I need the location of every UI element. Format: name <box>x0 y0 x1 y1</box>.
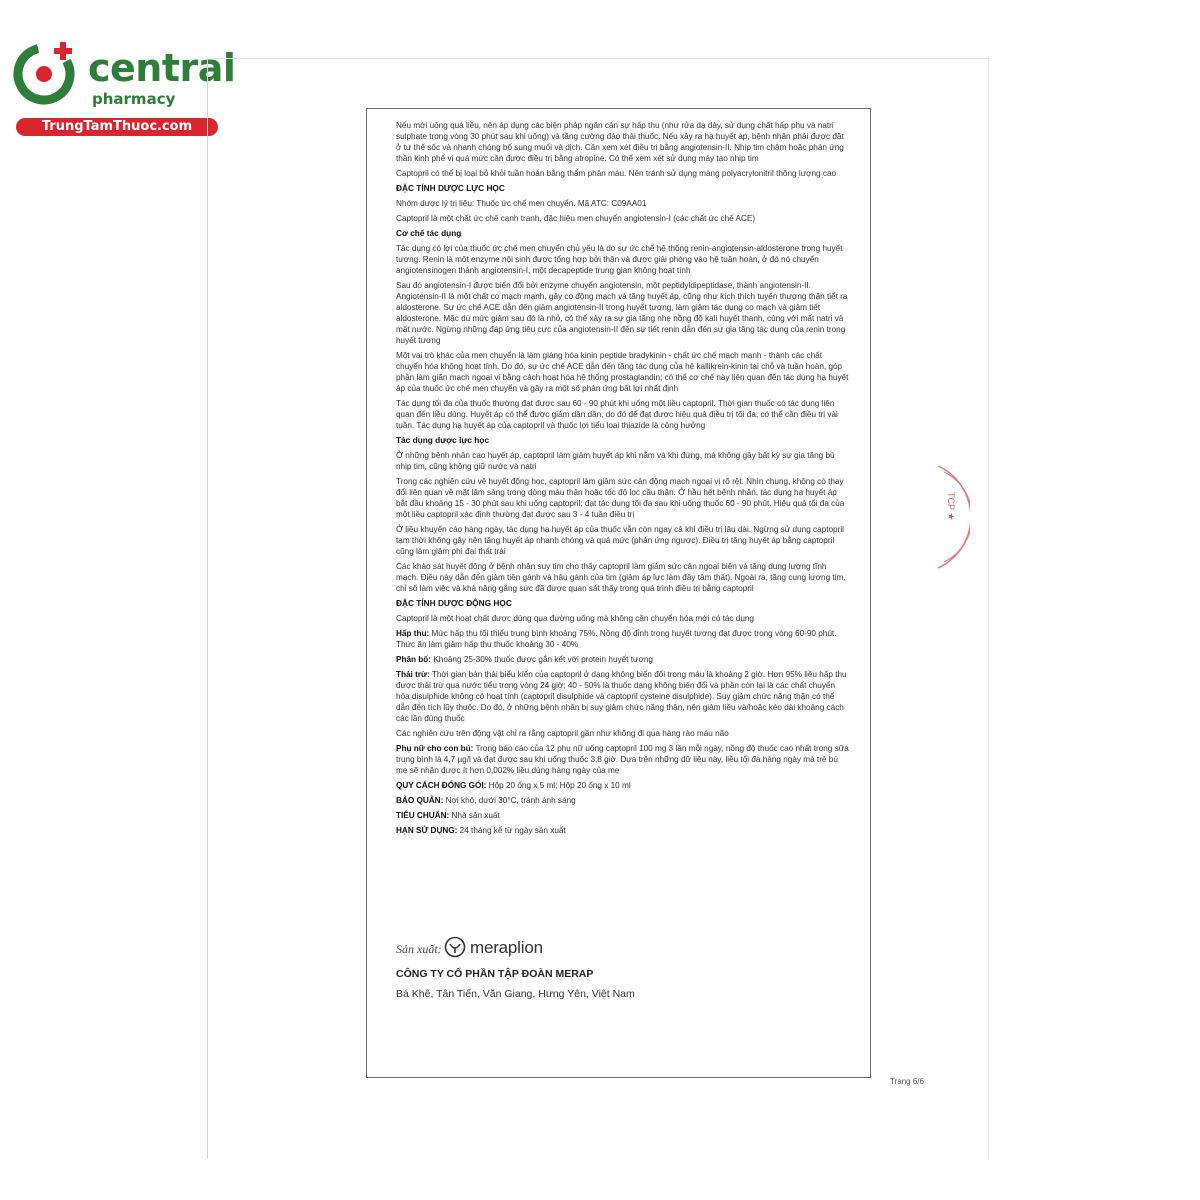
paragraph-text: Trong báo cáo của 12 phụ nữ uống captopril 100 mg 3 lần mỗi ngày, nồng độ thuốc cao nhất trong sữa trung bình là 4,7 µg/l và đạt được sau khi uống thuốc 3,8 giờ. Dựa trên những dữ liệu này, liều tối đa hàng ngày mà trẻ bú mẹ sẽ nhận được ít hơn 0,002% liều dùng hàng ngày của mẹ <box>396 744 849 775</box>
labeled-paragraph <box>396 780 850 791</box>
labeled-paragraph <box>396 669 850 724</box>
paragraph: Ở những bệnh nhân cao huyết áp, captopril làm giảm huyết áp khi nằm và khi đứng, mà không gây bất kỳ sự gia tăng bù nhịp tim, cũng không giữ nước và natri <box>396 451 835 471</box>
labeled-paragraph <box>396 810 850 821</box>
paragraph-label: QUY CÁCH ĐÓNG GÓI: <box>396 781 487 790</box>
labeled-paragraph <box>396 654 850 665</box>
paragraph-label: Hấp thu: <box>396 629 430 638</box>
red-stamp <box>930 462 970 572</box>
paragraph-label: HẠN SỬ DỤNG: <box>396 826 458 835</box>
paragraph: Trong các nghiên cứu về huyết động học, captopril làm giảm sức cản động mạch ngoại vi rõ rệt. Nhìn chung, không có thay đổi liên quan về mặt lâm sàng trong dòng máu thận hoặc tốc độ lọc cầu thận. Ở hầu hết bệnh nhân, tác dụng hạ huyết áp bắt đầu khoảng 15 - 30 phút sau khi uống captopril; đạt tác dụng tối đa sau khi uống thuốc 60 - 90 phút. Hiệu quả tối đa của một liều captopril xác định thường đạt được sau 3 - 4 tuần điều trị <box>396 477 845 519</box>
brand-name: central <box>88 46 236 90</box>
paragraph: Một vai trò khác của men chuyển là làm giáng hóa kinin peptide bradykinin - chất ức chế mạch mạnh - thành các chất chuyển hóa không hoạt tính. Do đó, sự ức chế ACE dẫn đến tăng tác dụng của hệ kallikrein-kinin tại chỗ và tuần hoàn, góp phần làm giãn mạch ngoại vi bằng cách hoạt hóa hệ thống prostaglandin; có thể cơ chế này liên quan đến tác dụng hạ huyết áp của thuốc ức chế men chuyển và gây ra một số phản ứng bất lợi nhất định <box>396 351 849 393</box>
company-name: CÔNG TY CỔ PHẦN TẬP ĐOÀN MERAP <box>396 968 594 980</box>
paragraph: Captopril là một hoạt chất được dùng qua đường uống mà không cần chuyển hóa mới có tác dụng <box>396 614 754 623</box>
paragraph: Ở liều khuyến cáo hàng ngày, tác dụng hạ huyết áp của thuốc vẫn còn ngay cả khi điều trị lâu dài. Ngừng sử dụng captopril tạm thời không gây nên tăng huyết áp nhanh chóng và quá mức (phản ứng ngược). Điều trị tăng huyết áp bằng captopril cũng làm giảm phì đại thất trái <box>396 525 844 556</box>
site-url-badge[interactable]: TrungTamThuoc.com <box>16 118 218 136</box>
paragraph-label: TIÊU CHUẨN: <box>396 811 450 820</box>
paragraph: Tác dụng tối đa của thuốc thường đạt được sau 60 - 90 phút khi uống một liều captopril. Thời gian thuốc có tác dụng liên quan đến liều dùng. Huyết áp có thể được giảm dần dần, do đó để đạt được hiệu quả điều trị tối đa, có thể cần điều trị vài tuần. Tác dụng hạ huyết áp của captopril và thuốc lợi tiểu loại thiazide là cộng hưởng <box>396 399 838 430</box>
paragraph: Sau đó angiotensin-I được biến đổi bởi enzyme chuyển angiotensin, một peptidyldipeptidase, thành angiotensin-II. Angiotensin-II là một chất co mạch mạnh, gây co động mạch và tăng huyết áp, cũng như kích thích tuyến thượng thận tiết ra aldosterone. Sự ức chế ACE dẫn đến giảm angiotensin-II trong huyết tương, làm giảm tác dụng co mạch và giảm tiết aldosterone. Mặc dù mức giảm sau đó là nhỏ, có thể xảy ra sự gia tăng nhẹ nồng độ kali huyết thanh, cùng với mất natri và mất nước. Ngừng những đáp ứng tiêu cực của angiotensin-II đến sự tiết renin dẫn đến sự gia tăng tác dụng của renin trong huyết tương <box>396 281 848 345</box>
paragraph-text: Khoảng 25-30% thuốc được gắn kết với protein huyết tương <box>433 655 653 664</box>
page-number: Trang 6/6 <box>890 1077 924 1086</box>
paragraph: Nếu mới uống quá liều, nên áp dụng các biện pháp ngăn cản sự hấp thu (như rửa dạ dày, sử dụng chất hấp phụ và natri sulphate trong vòng 30 phút sau khi uống) và tăng cường đào thải thuốc. Nếu xảy ra hạ huyết áp, bệnh nhân phải được đặt ở tư thế sốc và nhanh chóng bổ sung muối và dịch. Cần xem xét điều trị bằng angiotensin-II. Nhịp tim chậm hoặc phản ứng thần kinh phế vị quá mức cần được điều trị bằng atropine. Có thể xem xét sử dụng máy tạo nhịp tim <box>396 121 844 163</box>
company-address: Bá Khê, Tân Tiến, Văn Giang, Hưng Yên, Việt Nam <box>396 988 635 1000</box>
paragraph-label: Phân bố: <box>396 655 432 664</box>
paragraph-label: Phụ nữ cho con bú: <box>396 744 474 753</box>
stamp-text: TCP ★ <box>946 492 956 521</box>
meraplion-logo-text: meraplion <box>470 938 543 957</box>
paragraph: Các nghiên cứu trên động vật chỉ ra rằng captopril gần như không đi qua hàng rào máu não <box>396 729 729 738</box>
paragraph-label: BẢO QUẢN: <box>396 796 444 805</box>
pharmacy-logo-icon <box>8 36 84 112</box>
section-heading: Tác dụng dược lực học <box>396 435 490 445</box>
labeled-paragraph <box>396 795 850 806</box>
paragraph-text: Thời gian bán thải biểu kiến của captopril ở dạng không biến đổi trong máu là khoảng 2 giờ. Hơn 95% liều hấp thu được thải trừ qua nước tiểu trong vòng 24 giờ; 40 - 50% là thuốc dạng không biến đổi và phần còn lại là các chất chuyển hóa disulphide không có hoạt tính (captopril disulphide và captopril cysteine disulphide). Suy giảm chức năng thận có thể dẫn đến tích lũy thuốc. Do đó, ở những bệnh nhân bị suy giảm chức năng thận, nên giảm liều và/hoặc kéo dài khoảng cách các lần dùng thuốc <box>396 670 847 723</box>
section-heading: ĐẶC TÍNH DƯỢC LỰC HỌC <box>396 183 505 193</box>
paragraph-text: Mức hấp thu tối thiểu trung bình khoảng 75%. Nồng độ đỉnh trong huyết tương đạt được trong vòng 60-90 phút. Thức ăn làm giảm hấp thu thuốc khoảng 30 - 40% <box>396 629 837 649</box>
paragraph: Nhóm dược lý trị liệu: Thuốc ức chế men chuyển. Mã ATC: C09AA01 <box>396 199 647 208</box>
manufacturer-block <box>396 934 846 1000</box>
paragraph: Các khảo sát huyết động ở bệnh nhân suy tim cho thấy captopril làm giảm sức cản ngoại biên và tăng dung lượng tĩnh mạch. Điều này dẫn đến giảm tiền gánh và hậu gánh của tim (giảm áp lực làm đầy tâm thất). Ngoài ra, tăng cung lượng tim, chỉ số làm việc và khả năng gắng sức đã được quan sát thấy trong quá trình điều trị bằng captopril <box>396 562 846 593</box>
paragraph: Captopril có thể bị loại bỏ khỏi tuần hoàn bằng thẩm phân máu. Nên tránh sử dụng màng polyacrylonitril thông lượng cao <box>396 169 837 178</box>
paragraph: Tác dụng có lợi của thuốc ức chế men chuyển chủ yếu là do sự ức chế hệ thống renin-angiotensin-aldosterone trong huyết tương. Renin là một enzyme nội sinh được tổng hợp bởi thận và được giải phóng vào hệ tuần hoàn, ở đó nó chuyển angiotensinogen thành angiotensin-I, một decapeptide trung gian không hoạt tính <box>396 244 843 275</box>
paragraph-label: Thải trừ: <box>396 670 430 679</box>
labeled-paragraph <box>396 825 850 836</box>
paragraph-text: Nơi khô, dưới 30°C, tránh ánh sáng <box>445 796 576 805</box>
section-heading: ĐẶC TÍNH DƯỢC ĐỘNG HỌC <box>396 598 512 608</box>
leaflet-content <box>396 120 850 840</box>
paragraph-text: Hộp 20 ống x 5 ml; Hộp 20 ống x 10 ml <box>488 781 631 790</box>
paragraph: Captopril là một chất ức chế cạnh tranh, đặc hiệu men chuyển angiotensin-I (các chất ức chế ACE) <box>396 214 756 223</box>
section-heading: Cơ chế tác dụng <box>396 228 462 238</box>
meraplion-logo-icon <box>444 936 466 958</box>
central-pharmacy-logo[interactable] <box>8 36 236 136</box>
labeled-paragraph <box>396 628 850 650</box>
paragraph-text: Nhà sản xuất <box>451 811 500 820</box>
brand-subtitle: pharmacy <box>92 90 176 108</box>
manufacturer-label: Sản xuất: <box>396 942 442 956</box>
labeled-paragraph <box>396 743 850 776</box>
paragraph-text: 24 tháng kể từ ngày sản xuất <box>459 826 566 835</box>
